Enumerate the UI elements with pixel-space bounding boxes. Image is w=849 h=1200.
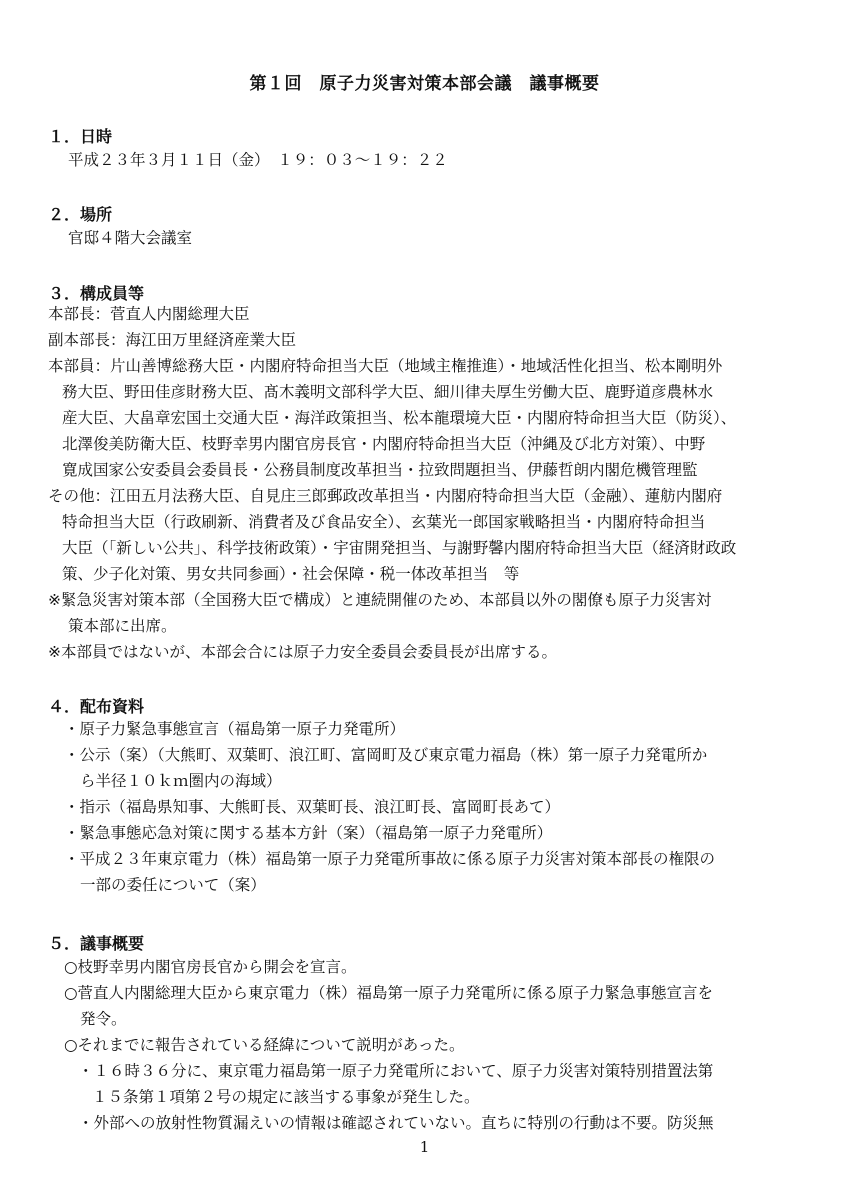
members-line: 副本部長：海江田万里経済産業大臣 xyxy=(48,331,297,349)
materials-item: 一部の委任について（案） xyxy=(80,876,266,894)
summary-line: ○菅直人内閣総理大臣から東京電力（株）福島第一原子力発電所に係る原子力緊急事態宣言を xyxy=(64,984,714,1002)
section-heading-members: ３．構成員等 xyxy=(48,284,145,303)
materials-item: ら半径１０ｋｍ圏内の海域） xyxy=(80,772,282,790)
place-text: 官邸４階大会議室 xyxy=(68,229,193,247)
members-line: 務大臣、野田佳彦財務大臣、髙木義明文部科学大臣、細川律夫厚生労働大臣、鹿野道彦農林水 xyxy=(62,383,714,401)
members-note: ※本部員ではないが、本部会合には原子力安全委員会委員長が出席する。 xyxy=(48,643,557,661)
datetime-text: 平成２３年３月１１日（金） １９：０３～１９：２２ xyxy=(68,151,448,169)
section-heading-datetime: １．日時 xyxy=(48,127,113,146)
section-heading-place: ２．場所 xyxy=(48,205,113,224)
members-line: 北澤俊美防衛大臣、枝野幸男内閣官房長官・内閣府特命担当大臣（沖縄及び北方対策）、中野 xyxy=(62,435,706,453)
summary-line: ・１６時３６分に、東京電力福島第一原子力発電所において、原子力災害対策特別措置法第 xyxy=(78,1062,714,1080)
section-heading-summary: ５．議事概要 xyxy=(48,934,145,953)
members-note: 策本部に出席。 xyxy=(68,617,177,635)
materials-item: ・公示（案）（大熊町、双葉町、浪江町、富岡町及び東京電力福島（株）第一原子力発電所か xyxy=(64,746,708,764)
summary-line: １５条第１項第２号の規定に該当する事象が発生した。 xyxy=(92,1088,480,1106)
members-line: 特命担当大臣（行政刷新、消費者及び食品安全）、玄葉光一郎国家戦略担当・内閣府特命担当 xyxy=(62,513,706,531)
members-note: ※緊急災害対策本部（全国務大臣で構成）と連続開催のため、本部員以外の閣僚も原子力災害対 xyxy=(48,591,712,609)
members-line: 産大臣、大畠章宏国土交通大臣・海洋政策担当、松本龍環境大臣・内閣府特命担当大臣（防災）、 xyxy=(62,409,737,427)
materials-item: ・緊急事態応急対策に関する基本方針（案）（福島第一原子力発電所） xyxy=(64,824,553,842)
members-line: 寛成国家公安委員会委員長・公務員制度改革担当・拉致問題担当、伊藤哲朗内閣危機管理監 xyxy=(62,461,698,479)
members-line: 本部長：菅直人内閣総理大臣 xyxy=(48,305,250,323)
section-heading-materials: ４．配布資料 xyxy=(48,697,145,716)
page-number: 1 xyxy=(419,1138,430,1156)
summary-line: ・外部への放射性物質漏えいの情報は確認されていない。直ちに特別の行動は不要。防災無 xyxy=(78,1114,714,1132)
materials-item: ・原子力緊急事態宣言（福島第一原子力発電所） xyxy=(64,720,406,738)
materials-item: ・指示（福島県知事、大熊町長、双葉町長、浪江町長、富岡町長あて） xyxy=(64,798,561,816)
members-line: その他：江田五月法務大臣、自見庄三郎郵政改革担当・内閣府特命担当大臣（金融）、蓮舫内閣府 xyxy=(48,487,723,505)
members-line: 本部員：片山善博総務大臣・内閣府特命担当大臣（地域主権推進）・地域活性化担当、松本剛明外 xyxy=(48,357,723,375)
document-title: 第１回 原子力災害対策本部会議 議事概要 xyxy=(249,74,600,94)
members-line: 大臣（「新しい公共」、科学技術政策）・宇宙開発担当、与謝野馨内閣府特命担当大臣（経済財政政 xyxy=(62,539,737,557)
members-line: 策、少子化対策、男女共同参画）・社会保障・税一体改革担当 等 xyxy=(62,565,520,583)
summary-line: ○それまでに報告されている経緯について説明があった。 xyxy=(64,1036,465,1054)
summary-line: 発令。 xyxy=(80,1010,127,1028)
materials-item: ・平成２３年東京電力（株）福島第一原子力発電所事故に係る原子力災害対策本部長の権限の xyxy=(64,850,716,868)
summary-line: ○枝野幸男内閣官房長官から開会を宣言。 xyxy=(64,958,357,976)
